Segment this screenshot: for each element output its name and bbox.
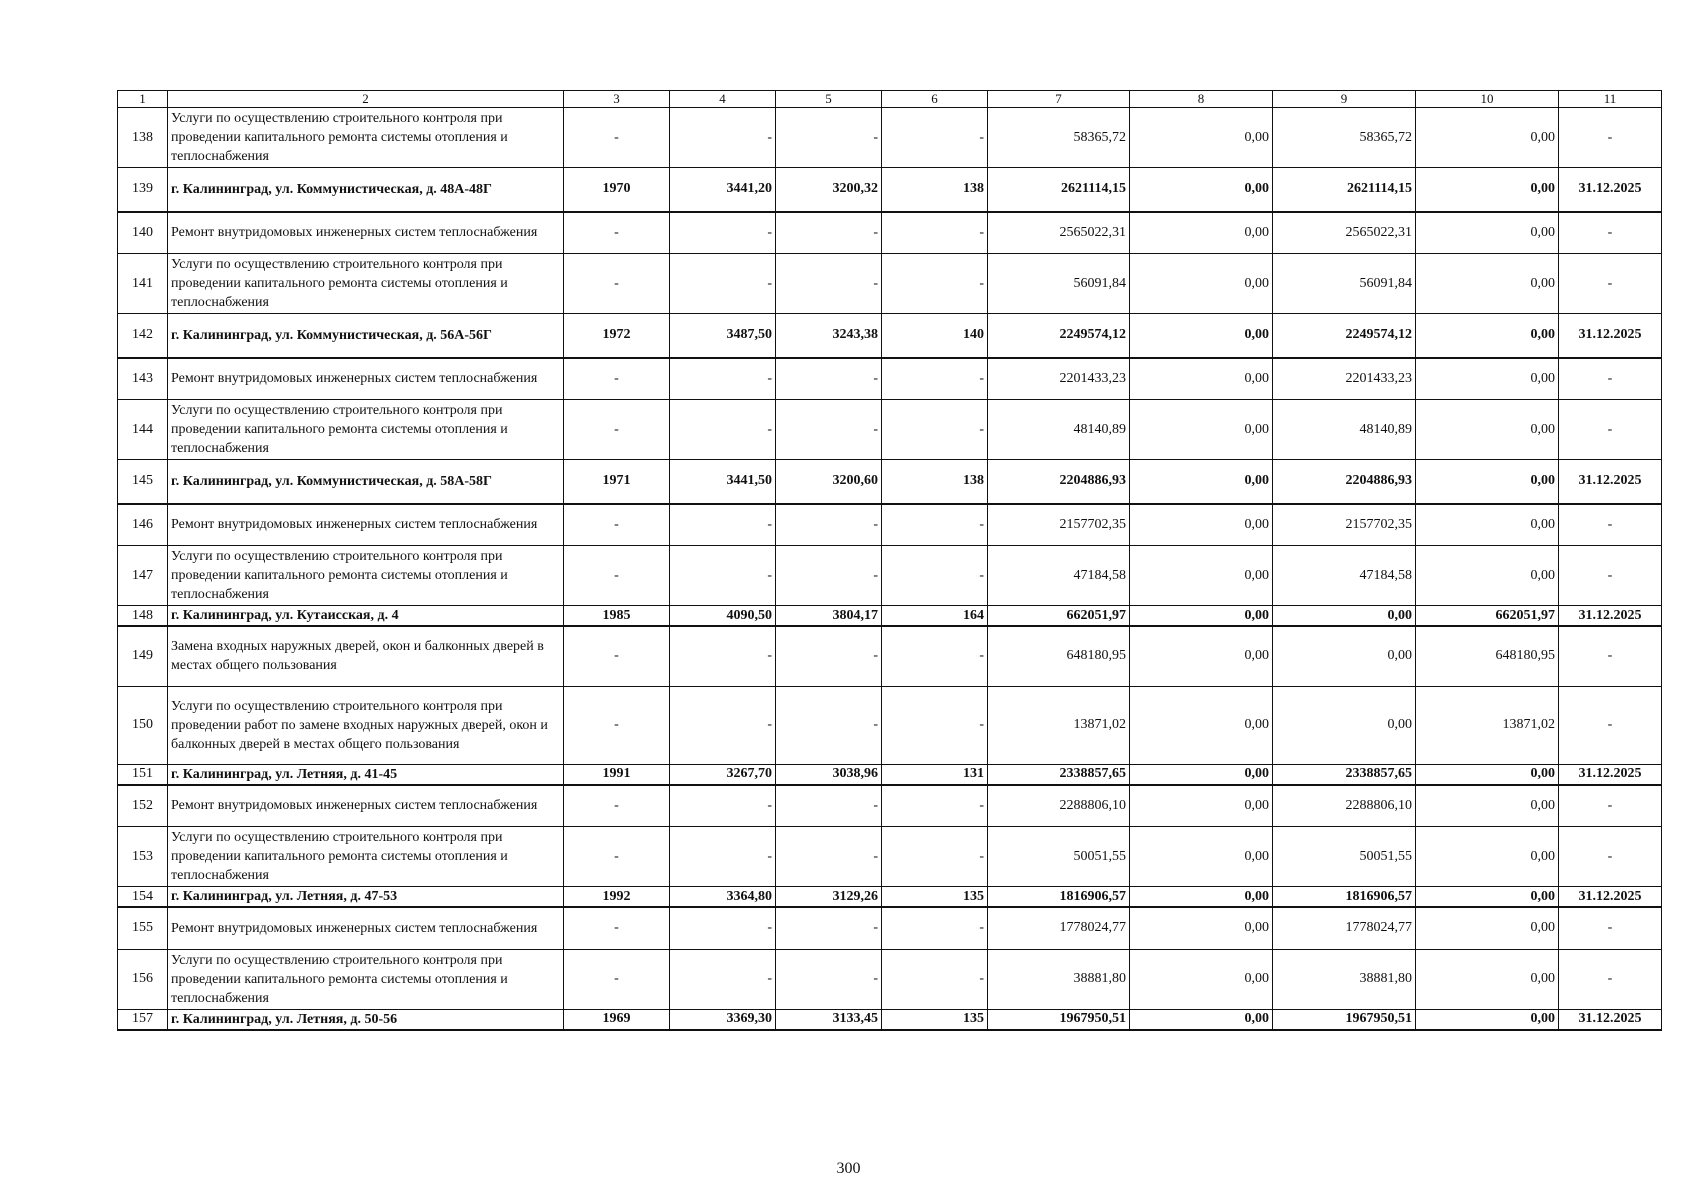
area-total-cell: 3364,80 — [670, 887, 776, 908]
cost-col8-cell: 0,00 — [1130, 212, 1273, 254]
cost-col8-cell: 0,00 — [1130, 108, 1273, 168]
row-name: г. Калининград, ул. Летняя, д. 50-56 — [168, 1009, 564, 1030]
row-number: 144 — [118, 400, 168, 460]
cost-col9-cell: 2338857,65 — [1273, 764, 1416, 785]
total-cost-cell: 2288806,10 — [988, 785, 1130, 827]
work-item-row — [118, 400, 1662, 460]
area-cell: 3200,32 — [776, 168, 882, 212]
year-cell: - — [564, 949, 670, 1009]
row-name: Услуги по осуществлению строительного контроля при проведении капитального ремонта системы отопления и теплоснабжения — [168, 400, 564, 460]
total-cost-cell: 13871,02 — [988, 686, 1130, 764]
year-cell: - — [564, 546, 670, 606]
cost-col9-cell: 2288806,10 — [1273, 785, 1416, 827]
residents-cell: - — [882, 907, 988, 949]
year-cell: 1972 — [564, 314, 670, 358]
year-cell: 1971 — [564, 460, 670, 504]
row-name: Услуги по осуществлению строительного контроля при проведении капитального ремонта системы отопления и теплоснабжения — [168, 949, 564, 1009]
deadline-cell: - — [1559, 686, 1662, 764]
address-row — [118, 1009, 1662, 1030]
address-row — [118, 168, 1662, 212]
residents-cell: - — [882, 949, 988, 1009]
area-total-cell: - — [670, 108, 776, 168]
deadline-cell: 31.12.2025 — [1559, 764, 1662, 785]
address-row — [118, 460, 1662, 504]
residents-cell: - — [882, 108, 988, 168]
area-cell: - — [776, 907, 882, 949]
row-number: 155 — [118, 907, 168, 949]
cost-col8-cell: 0,00 — [1130, 358, 1273, 400]
row-name: Услуги по осуществлению строительного контроля при проведении капитального ремонта системы отопления и теплоснабжения — [168, 546, 564, 606]
deadline-cell: 31.12.2025 — [1559, 887, 1662, 908]
cost-col9-cell: 47184,58 — [1273, 546, 1416, 606]
residents-cell: 140 — [882, 314, 988, 358]
work-item-row — [118, 358, 1662, 400]
column-header: 4 — [670, 91, 776, 108]
residents-cell: 138 — [882, 460, 988, 504]
cost-col8-cell: 0,00 — [1130, 254, 1273, 314]
residents-cell: 131 — [882, 764, 988, 785]
total-cost-cell: 47184,58 — [988, 546, 1130, 606]
deadline-cell: - — [1559, 949, 1662, 1009]
cost-col8-cell: 0,00 — [1130, 626, 1273, 686]
year-cell: - — [564, 212, 670, 254]
row-name: Ремонт внутридомовых инженерных систем теплоснабжения — [168, 907, 564, 949]
column-header: 8 — [1130, 91, 1273, 108]
row-number: 154 — [118, 887, 168, 908]
cost-col9-cell: 56091,84 — [1273, 254, 1416, 314]
deadline-cell: - — [1559, 108, 1662, 168]
row-number: 152 — [118, 785, 168, 827]
work-item-row — [118, 254, 1662, 314]
year-cell: - — [564, 108, 670, 168]
residents-cell: - — [882, 686, 988, 764]
cost-col10-cell: 0,00 — [1416, 504, 1559, 546]
cost-col10-cell: 0,00 — [1416, 949, 1559, 1009]
row-number: 145 — [118, 460, 168, 504]
cost-col10-cell: 13871,02 — [1416, 686, 1559, 764]
column-number-header-row — [118, 91, 1662, 108]
row-number: 153 — [118, 827, 168, 887]
cost-col8-cell: 0,00 — [1130, 400, 1273, 460]
area-total-cell: - — [670, 504, 776, 546]
cost-col9-cell: 0,00 — [1273, 686, 1416, 764]
row-name: Услуги по осуществлению строительного контроля при проведении капитального ремонта системы отопления и теплоснабжения — [168, 827, 564, 887]
table-body — [118, 91, 1662, 1030]
row-number: 141 — [118, 254, 168, 314]
deadline-cell: - — [1559, 358, 1662, 400]
total-cost-cell: 1967950,51 — [988, 1009, 1130, 1030]
cost-col8-cell: 0,00 — [1130, 827, 1273, 887]
residents-cell: 135 — [882, 887, 988, 908]
year-cell: - — [564, 785, 670, 827]
year-cell: 1991 — [564, 764, 670, 785]
column-header: 2 — [168, 91, 564, 108]
residents-cell: - — [882, 504, 988, 546]
total-cost-cell: 1778024,77 — [988, 907, 1130, 949]
residents-cell: - — [882, 827, 988, 887]
row-number: 147 — [118, 546, 168, 606]
cost-col10-cell: 0,00 — [1416, 168, 1559, 212]
cost-col8-cell: 0,00 — [1130, 785, 1273, 827]
cost-col9-cell: 48140,89 — [1273, 400, 1416, 460]
cost-col8-cell: 0,00 — [1130, 504, 1273, 546]
cost-col10-cell: 0,00 — [1416, 212, 1559, 254]
row-name: Услуги по осуществлению строительного контроля при проведении работ по замене входных наружных дверей, окон и балконных дверей в местах общего пользования — [168, 686, 564, 764]
cost-col9-cell: 58365,72 — [1273, 108, 1416, 168]
work-item-row — [118, 686, 1662, 764]
residents-cell: - — [882, 254, 988, 314]
cost-col8-cell: 0,00 — [1130, 460, 1273, 504]
residents-cell: - — [882, 785, 988, 827]
cost-col9-cell: 2565022,31 — [1273, 212, 1416, 254]
cost-col8-cell: 0,00 — [1130, 606, 1273, 627]
column-header: 9 — [1273, 91, 1416, 108]
area-total-cell: 3267,70 — [670, 764, 776, 785]
total-cost-cell: 58365,72 — [988, 108, 1130, 168]
row-name: Ремонт внутридомовых инженерных систем теплоснабжения — [168, 785, 564, 827]
cost-col9-cell: 2621114,15 — [1273, 168, 1416, 212]
total-cost-cell: 56091,84 — [988, 254, 1130, 314]
total-cost-cell: 2249574,12 — [988, 314, 1130, 358]
deadline-cell: - — [1559, 907, 1662, 949]
row-number: 140 — [118, 212, 168, 254]
year-cell: - — [564, 254, 670, 314]
row-name: г. Калининград, ул. Коммунистическая, д. 48А-48Г — [168, 168, 564, 212]
area-total-cell: - — [670, 785, 776, 827]
cost-col8-cell: 0,00 — [1130, 314, 1273, 358]
area-cell: - — [776, 827, 882, 887]
year-cell: - — [564, 504, 670, 546]
column-header: 3 — [564, 91, 670, 108]
residents-cell: - — [882, 546, 988, 606]
cost-col10-cell: 0,00 — [1416, 400, 1559, 460]
area-cell: - — [776, 108, 882, 168]
cost-col10-cell: 0,00 — [1416, 785, 1559, 827]
cost-col10-cell: 0,00 — [1416, 546, 1559, 606]
work-item-row — [118, 785, 1662, 827]
cost-col10-cell: 662051,97 — [1416, 606, 1559, 627]
row-number: 146 — [118, 504, 168, 546]
area-cell: - — [776, 785, 882, 827]
year-cell: 1969 — [564, 1009, 670, 1030]
cost-col9-cell: 2249574,12 — [1273, 314, 1416, 358]
deadline-cell: 31.12.2025 — [1559, 1009, 1662, 1030]
year-cell: 1992 — [564, 887, 670, 908]
row-name: Услуги по осуществлению строительного контроля при проведении капитального ремонта системы отопления и теплоснабжения — [168, 254, 564, 314]
total-cost-cell: 648180,95 — [988, 626, 1130, 686]
row-number: 151 — [118, 764, 168, 785]
cost-col10-cell: 0,00 — [1416, 764, 1559, 785]
row-name: г. Калининград, ул. Коммунистическая, д. 58А-58Г — [168, 460, 564, 504]
cost-col9-cell: 1816906,57 — [1273, 887, 1416, 908]
row-number: 138 — [118, 108, 168, 168]
address-row — [118, 764, 1662, 785]
page-number: 300 — [836, 1160, 861, 1177]
column-header: 5 — [776, 91, 882, 108]
cost-col10-cell: 0,00 — [1416, 907, 1559, 949]
column-header: 6 — [882, 91, 988, 108]
deadline-cell: 31.12.2025 — [1559, 314, 1662, 358]
area-total-cell: - — [670, 686, 776, 764]
address-row — [118, 887, 1662, 908]
total-cost-cell: 662051,97 — [988, 606, 1130, 627]
cost-col10-cell: 0,00 — [1416, 827, 1559, 887]
area-total-cell: - — [670, 827, 776, 887]
year-cell: - — [564, 686, 670, 764]
year-cell: 1970 — [564, 168, 670, 212]
cost-col10-cell: 648180,95 — [1416, 626, 1559, 686]
area-cell: 3129,26 — [776, 887, 882, 908]
area-cell: - — [776, 212, 882, 254]
residents-cell: 138 — [882, 168, 988, 212]
deadline-cell: - — [1559, 626, 1662, 686]
area-cell: - — [776, 626, 882, 686]
cost-col9-cell: 50051,55 — [1273, 827, 1416, 887]
deadline-cell: - — [1559, 546, 1662, 606]
row-number: 148 — [118, 606, 168, 627]
cost-col9-cell: 1967950,51 — [1273, 1009, 1416, 1030]
row-name: г. Калининград, ул. Летняя, д. 47-53 — [168, 887, 564, 908]
residents-cell: - — [882, 400, 988, 460]
area-total-cell: - — [670, 212, 776, 254]
total-cost-cell: 1816906,57 — [988, 887, 1130, 908]
cost-col9-cell: 2204886,93 — [1273, 460, 1416, 504]
cost-col10-cell: 0,00 — [1416, 108, 1559, 168]
cost-col8-cell: 0,00 — [1130, 168, 1273, 212]
total-cost-cell: 48140,89 — [988, 400, 1130, 460]
area-total-cell: - — [670, 626, 776, 686]
cost-col10-cell: 0,00 — [1416, 314, 1559, 358]
year-cell: - — [564, 400, 670, 460]
area-cell: - — [776, 686, 882, 764]
cost-col8-cell: 0,00 — [1130, 887, 1273, 908]
area-cell: - — [776, 504, 882, 546]
cost-col9-cell: 2157702,35 — [1273, 504, 1416, 546]
row-number: 156 — [118, 949, 168, 1009]
area-total-cell: - — [670, 907, 776, 949]
total-cost-cell: 50051,55 — [988, 827, 1130, 887]
cost-col8-cell: 0,00 — [1130, 1009, 1273, 1030]
cost-col9-cell: 0,00 — [1273, 606, 1416, 627]
area-cell: - — [776, 254, 882, 314]
cost-col10-cell: 0,00 — [1416, 887, 1559, 908]
area-cell: - — [776, 949, 882, 1009]
residents-cell: - — [882, 212, 988, 254]
area-total-cell: 3369,30 — [670, 1009, 776, 1030]
cost-col8-cell: 0,00 — [1130, 686, 1273, 764]
area-cell: 3038,96 — [776, 764, 882, 785]
cost-col10-cell: 0,00 — [1416, 1009, 1559, 1030]
address-row — [118, 314, 1662, 358]
cost-col9-cell: 0,00 — [1273, 626, 1416, 686]
deadline-cell: - — [1559, 212, 1662, 254]
row-number: 157 — [118, 1009, 168, 1030]
area-total-cell: - — [670, 400, 776, 460]
residents-cell: 164 — [882, 606, 988, 627]
work-item-row — [118, 504, 1662, 546]
deadline-cell: - — [1559, 254, 1662, 314]
deadline-cell: 31.12.2025 — [1559, 168, 1662, 212]
area-total-cell: 3441,50 — [670, 460, 776, 504]
cost-col10-cell: 0,00 — [1416, 460, 1559, 504]
cost-col9-cell: 38881,80 — [1273, 949, 1416, 1009]
work-item-row — [118, 626, 1662, 686]
row-name: г. Калининград, ул. Коммунистическая, д. 56А-56Г — [168, 314, 564, 358]
cost-col8-cell: 0,00 — [1130, 907, 1273, 949]
cost-col10-cell: 0,00 — [1416, 254, 1559, 314]
row-name: Ремонт внутридомовых инженерных систем теплоснабжения — [168, 358, 564, 400]
area-total-cell: - — [670, 358, 776, 400]
area-total-cell: 4090,50 — [670, 606, 776, 627]
column-header: 11 — [1559, 91, 1662, 108]
total-cost-cell: 2338857,65 — [988, 764, 1130, 785]
cost-col8-cell: 0,00 — [1130, 764, 1273, 785]
work-item-row — [118, 546, 1662, 606]
row-number: 150 — [118, 686, 168, 764]
total-cost-cell: 2621114,15 — [988, 168, 1130, 212]
area-cell: - — [776, 358, 882, 400]
total-cost-cell: 2157702,35 — [988, 504, 1130, 546]
row-name: г. Калининград, ул. Летняя, д. 41-45 — [168, 764, 564, 785]
year-cell: - — [564, 907, 670, 949]
row-name: Услуги по осуществлению строительного контроля при проведении капитального ремонта системы отопления и теплоснабжения — [168, 108, 564, 168]
area-total-cell: - — [670, 546, 776, 606]
work-item-row — [118, 827, 1662, 887]
area-total-cell: - — [670, 254, 776, 314]
total-cost-cell: 2204886,93 — [988, 460, 1130, 504]
work-item-row — [118, 108, 1662, 168]
deadline-cell: - — [1559, 400, 1662, 460]
residents-cell: - — [882, 626, 988, 686]
deadline-cell: - — [1559, 827, 1662, 887]
area-cell: - — [776, 546, 882, 606]
row-name: Ремонт внутридомовых инженерных систем теплоснабжения — [168, 504, 564, 546]
deadline-cell: - — [1559, 504, 1662, 546]
column-header: 1 — [118, 91, 168, 108]
work-item-row — [118, 907, 1662, 949]
total-cost-cell: 2565022,31 — [988, 212, 1130, 254]
work-item-row — [118, 949, 1662, 1009]
row-name: Замена входных наружных дверей, окон и балконных дверей в местах общего пользования — [168, 626, 564, 686]
capital-repair-table — [117, 90, 1662, 1031]
row-number: 143 — [118, 358, 168, 400]
deadline-cell: 31.12.2025 — [1559, 460, 1662, 504]
column-header: 10 — [1416, 91, 1559, 108]
row-number: 149 — [118, 626, 168, 686]
total-cost-cell: 2201433,23 — [988, 358, 1130, 400]
residents-cell: 135 — [882, 1009, 988, 1030]
cost-col9-cell: 1778024,77 — [1273, 907, 1416, 949]
row-number: 139 — [118, 168, 168, 212]
total-cost-cell: 38881,80 — [988, 949, 1130, 1009]
row-name: г. Калининград, ул. Кутаисская, д. 4 — [168, 606, 564, 627]
deadline-cell: 31.12.2025 — [1559, 606, 1662, 627]
cost-col9-cell: 2201433,23 — [1273, 358, 1416, 400]
area-cell: - — [776, 400, 882, 460]
address-row — [118, 606, 1662, 627]
column-header: 7 — [988, 91, 1130, 108]
work-item-row — [118, 212, 1662, 254]
year-cell: - — [564, 827, 670, 887]
area-cell: 3804,17 — [776, 606, 882, 627]
area-cell: 3243,38 — [776, 314, 882, 358]
cost-col10-cell: 0,00 — [1416, 358, 1559, 400]
row-number: 142 — [118, 314, 168, 358]
cost-col8-cell: 0,00 — [1130, 546, 1273, 606]
row-name: Ремонт внутридомовых инженерных систем теплоснабжения — [168, 212, 564, 254]
year-cell: 1985 — [564, 606, 670, 627]
year-cell: - — [564, 626, 670, 686]
area-total-cell: 3441,20 — [670, 168, 776, 212]
area-total-cell: - — [670, 949, 776, 1009]
year-cell: - — [564, 358, 670, 400]
cost-col8-cell: 0,00 — [1130, 949, 1273, 1009]
area-total-cell: 3487,50 — [670, 314, 776, 358]
area-cell: 3133,45 — [776, 1009, 882, 1030]
residents-cell: - — [882, 358, 988, 400]
deadline-cell: - — [1559, 785, 1662, 827]
area-cell: 3200,60 — [776, 460, 882, 504]
